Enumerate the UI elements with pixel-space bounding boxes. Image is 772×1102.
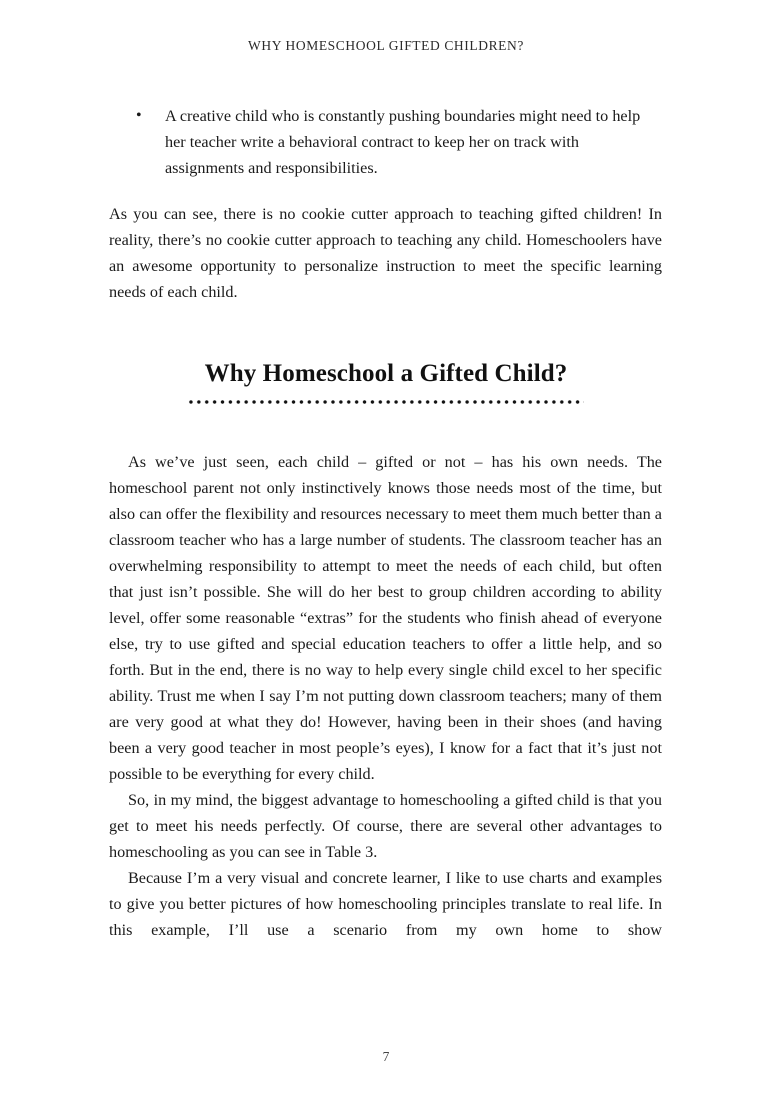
page-number: 7 (382, 1049, 390, 1064)
body-paragraph: So, in my mind, the biggest advantage to homeschooling a gifted child is that you get to meet his needs perfectly. Of course, there are several other advantages to homeschooling as you can see in Table 3. (109, 791, 662, 861)
dotted-rule-divider (187, 399, 584, 405)
section-title: Why Homeschool a Gifted Child? (204, 360, 568, 387)
bullet-text: A creative child who is constantly pushing boundaries might need to help her teacher write a behavioral contract to keep her on track with assignments and responsibilities. (165, 107, 641, 177)
body-paragraph: As we’ve just seen, each child – gifted or not – has his own needs. The homeschool parent not only instinctively knows those needs most of the time, but also can offer the flexibility and resources necessary to meet them much better than a classroom teacher who has a large number of students. The classroom teacher has an overwhelming responsibility to attempt to meet the needs of each child, but often that just isn’t possible. She will do her best to group children according to ability level, offer some reasonable “extras” for the students who finish ahead of everyone else, try to use gifted and special education teachers to offer a little help, and so forth. But in the end, there is no way to help every single child excel to her specific ability. Trust me when I say I’m not putting down classroom teachers; many of them are very good at what they do! However, having been in their shoes (and having been a very good teacher in most people’s eyes), I know for a fact that it’s just not possible to be everything for every child. (109, 453, 662, 783)
bullet-list (109, 103, 662, 181)
bullet-item (109, 103, 662, 181)
body-paragraph: Because I’m a very visual and concrete learner, I like to use charts and examples to give you better pictures of how homeschooling principles translate to real life. In this example, I’ll use a scenario from my own home to show (109, 869, 662, 939)
intro-section (109, 201, 662, 305)
section-body (109, 449, 662, 943)
intro-paragraph: As you can see, there is no cookie cutter approach to teaching gifted children! In reality, there’s no cookie cutter approach to teaching any child. Homeschoolers have an awesome opportunity to personalize instruction to meet the specific learning needs of each child. (109, 205, 662, 301)
running-header: WHY HOMESCHOOL GIFTED CHILDREN? (248, 38, 524, 53)
bullet-icon: • (136, 107, 142, 124)
